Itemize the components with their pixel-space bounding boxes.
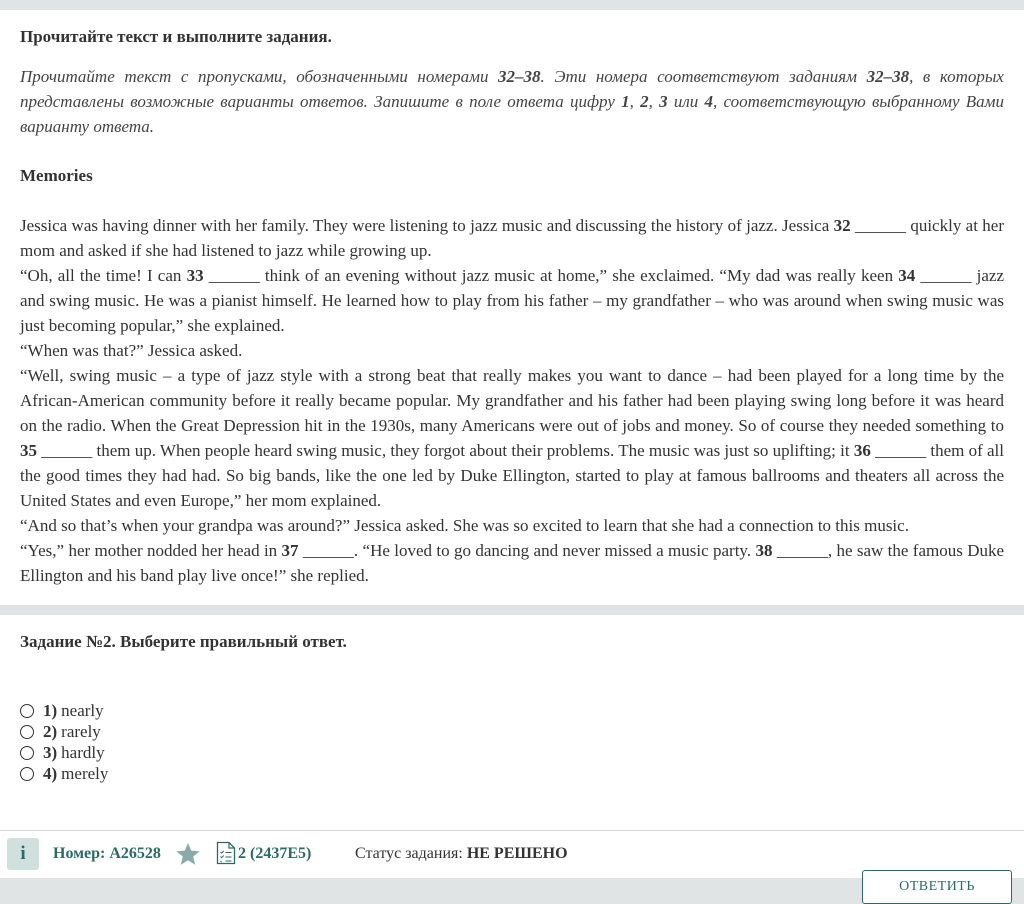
top-strip bbox=[0, 0, 1024, 10]
passage-paragraph bbox=[20, 263, 1004, 338]
document-list-icon[interactable] bbox=[216, 841, 236, 865]
instructions-text bbox=[20, 64, 1004, 139]
radio-button[interactable] bbox=[20, 767, 34, 781]
option-text: rarely bbox=[61, 722, 101, 741]
passage-text: . “He loved to go dancing and never missed a music party. bbox=[353, 541, 756, 560]
option-1[interactable] bbox=[20, 700, 108, 721]
passage-text: , he saw the famous Duke Ellington and his band play live once!” she replied. bbox=[20, 541, 1005, 585]
gap-number-36: 36 bbox=[853, 441, 871, 460]
option-text: merely bbox=[61, 764, 109, 783]
variant-link[interactable]: 2 (2437E5) bbox=[238, 845, 312, 862]
gap-line: ______ bbox=[776, 541, 828, 560]
gap-line: ______ bbox=[875, 441, 927, 460]
passage-text: them up. When people heard swing music, they forgot about their problems. The music was just so uplifting; it bbox=[92, 441, 854, 460]
passage-text: them of all the good times they had had. So big bands, like the one led by Duke Ellington, started to play at famous ballrooms and theaters all across the United States and even Europe,” her mom explained. bbox=[20, 441, 1004, 510]
passage-paragraph: “And so that’s when your grandpa was around?” Jessica asked. She was so excited to learn that she had a connection to this music. bbox=[20, 516, 909, 535]
passage-paragraph: “When was that?” Jessica asked. bbox=[20, 341, 243, 360]
option-number: 4) bbox=[43, 764, 58, 783]
instructions-digit: 1 bbox=[621, 92, 630, 111]
gap-line: ______ bbox=[302, 541, 354, 560]
option-number: 2) bbox=[43, 722, 58, 741]
gap-number-34: 34 bbox=[898, 266, 916, 285]
instructions-part: , соответствующую выбранному Вами варианту ответа. bbox=[20, 92, 1005, 136]
instructions-part: . Эти номера соответствуют заданиям bbox=[540, 67, 867, 86]
option-text: hardly bbox=[61, 743, 105, 762]
instructions-digit: 3 bbox=[659, 92, 668, 111]
option-2[interactable] bbox=[20, 721, 108, 742]
status-label: Статус задания: bbox=[355, 845, 467, 862]
gap-number-35: 35 bbox=[20, 441, 37, 460]
gap-number-33: 33 bbox=[186, 266, 204, 285]
passage-text: jazz and swing music. He was a pianist himself. He learned how to play from his father – my grandfather – who was around when swing music was just becoming popular,” she explained. bbox=[20, 266, 1004, 335]
passage bbox=[20, 213, 1004, 588]
passage-text: quickly at her mom and asked if she had listened to jazz while growing up. bbox=[20, 216, 1005, 260]
task-title: Задание №2. Выберите правильный ответ. bbox=[20, 632, 347, 651]
answer-options bbox=[20, 700, 108, 784]
passage-text: “Oh, all the time! I can bbox=[20, 266, 187, 285]
passage-title: Memories bbox=[20, 166, 93, 185]
gap-line: ______ bbox=[920, 266, 972, 285]
option-3[interactable] bbox=[20, 742, 108, 763]
gap-line: ______ bbox=[208, 266, 260, 285]
option-number: 1) bbox=[43, 701, 58, 720]
instructions-part: или bbox=[667, 92, 705, 111]
passage-paragraph bbox=[20, 213, 1004, 263]
instructions-part: Прочитайте текст с пропусками, обозначенными номерами bbox=[20, 67, 499, 86]
option-number: 3) bbox=[43, 743, 58, 762]
instructions-part: , bbox=[629, 92, 641, 111]
gap-number-32: 32 bbox=[833, 216, 851, 235]
instructions-range: 32–38 bbox=[498, 67, 541, 86]
answer-button[interactable]: ОТВЕТИТЬ bbox=[862, 870, 1012, 904]
gap-line: ______ bbox=[41, 441, 93, 460]
passage-text: “Yes,” her mother nodded her head in bbox=[20, 541, 282, 560]
gap-number-37: 37 bbox=[281, 541, 299, 560]
star-icon[interactable] bbox=[175, 842, 201, 866]
instructions-range: 32–38 bbox=[866, 67, 910, 86]
option-text: nearly bbox=[61, 701, 104, 720]
passage-text: think of an evening without jazz music at home,” she exclaimed. “My dad was really keen bbox=[259, 266, 899, 285]
task-number: Номер: A26528 bbox=[53, 845, 161, 862]
instructions-part: , в которых представлены возможные варианты ответов. Запишите в поле ответа цифру bbox=[20, 67, 1004, 111]
instructions-part: , bbox=[648, 92, 660, 111]
status-value: НЕ РЕШЕНО bbox=[466, 845, 568, 862]
gap-line: ______ bbox=[854, 216, 906, 235]
gap-number-38: 38 bbox=[755, 541, 773, 560]
info-button[interactable]: i bbox=[7, 838, 39, 870]
radio-button[interactable] bbox=[20, 746, 34, 760]
passage-paragraph bbox=[20, 538, 1004, 588]
instructions-digit: 2 bbox=[640, 92, 649, 111]
radio-button[interactable] bbox=[20, 704, 34, 718]
passage-text: “Well, swing music – a type of jazz style with a strong beat that really makes you want to dance – had been played for a long time by the African-American community before it really became popular. My grandfather and his father had been playing swing long before it was heard on the radio. When the Great Depression hit in the 1930s, many Americans were out of jobs and money. So of course they needed something to bbox=[20, 366, 1004, 435]
task-status bbox=[355, 845, 568, 863]
section-divider bbox=[0, 605, 1024, 615]
instructions-digit: 4 bbox=[704, 92, 713, 111]
instructions-title: Прочитайте текст и выполните задания. bbox=[20, 27, 332, 46]
content-area bbox=[20, 26, 1004, 588]
passage-paragraph bbox=[20, 363, 1004, 513]
passage-text: Jessica was having dinner with her family. They were listening to jazz music and discussing the history of jazz. Jessica bbox=[20, 216, 834, 235]
radio-button[interactable] bbox=[20, 725, 34, 739]
option-4[interactable] bbox=[20, 763, 108, 784]
